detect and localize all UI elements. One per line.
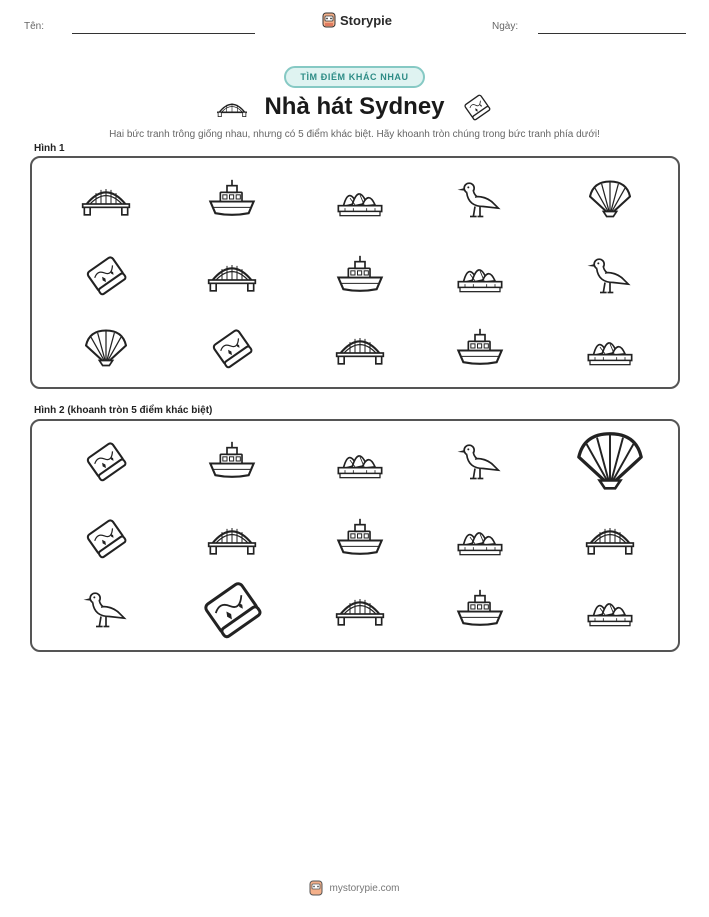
bridge-icon [81,178,131,220]
brand-logo [322,12,392,28]
activity-badge: TÌM ĐIỂM KHÁC NHAU [284,66,425,88]
name-label: Tên: [24,21,45,32]
storypie-footer-icon [309,880,323,896]
opera-house-icon[interactable] [335,440,385,482]
bridge-icon[interactable] [585,517,635,559]
map-icon[interactable] [81,517,131,559]
picture-2-panel[interactable] [30,419,680,652]
boat-icon[interactable] [207,440,257,482]
title-row [0,92,709,122]
date-label: Ngày: [492,21,519,32]
footer [0,880,709,896]
footer-url: mystorypie.com [329,882,400,894]
page-title: Nhà hát Sydney [264,93,445,120]
bridge-icon[interactable] [335,588,385,630]
picture-1-panel [30,156,680,389]
boat-icon [207,178,257,220]
seagull-icon [455,178,505,220]
opera-house-icon [585,327,635,369]
boat-icon [455,327,505,369]
boat-icon [335,254,385,296]
opera-house-icon[interactable] [455,517,505,559]
date-line [538,33,686,34]
boat-icon[interactable] [455,588,505,630]
map-icon [461,92,493,122]
map-icon [81,254,131,296]
panel1-label: Hình 1 [34,143,65,154]
instructions: Hai bức tranh trông giống nhau, nhưng có 5 điểm khác biệt. Hãy khoanh tròn chúng trong bức tranh phía dưới! [109,129,600,140]
bridge-icon [216,96,248,118]
seashell-icon [585,178,635,220]
name-line [72,33,255,34]
opera-house-icon [335,178,385,220]
bridge-icon [335,327,385,369]
map-icon[interactable] [196,578,268,640]
seagull-icon [585,254,635,296]
map-icon [207,327,257,369]
bridge-icon [207,254,257,296]
opera-house-icon [455,254,505,296]
panel2-label: Hình 2 (khoanh tròn 5 điểm khác biệt) [34,405,213,416]
map-icon[interactable] [81,440,131,482]
opera-house-icon[interactable] [585,588,635,630]
boat-icon[interactable] [335,517,385,559]
bridge-icon[interactable] [207,517,257,559]
seagull-icon[interactable] [81,588,131,630]
storypie-mascot-icon [322,12,336,28]
seashell-icon [81,327,131,369]
brand-name: Storypie [340,12,393,28]
seagull-icon[interactable] [455,440,505,482]
seashell-icon[interactable] [571,428,649,494]
